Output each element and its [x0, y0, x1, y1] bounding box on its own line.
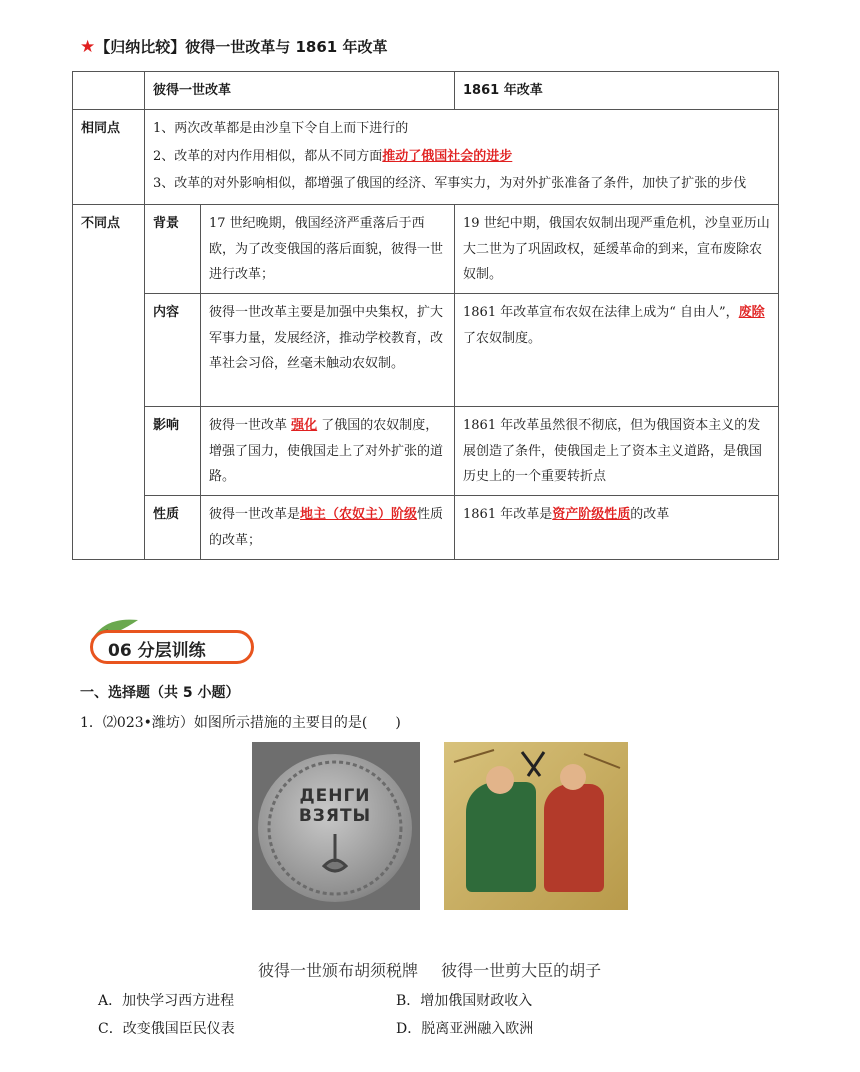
header-1861: 1861 年改革: [455, 72, 779, 110]
coin-emblem-icon: [258, 754, 412, 902]
banner-text: 06 分层训练: [108, 641, 206, 661]
table-row-same: [73, 110, 779, 205]
table-row-content: [73, 294, 779, 407]
section-title: 一、选择题（共 5 小题）: [80, 685, 240, 701]
option-d[interactable]: D．脱离亚洲融入欧洲: [396, 1021, 534, 1037]
beard-cutting-painting-image: [444, 742, 628, 910]
content-1861: 1861 年改革宣布农奴在法律上成为“ 自由人”，废除了农奴制度。: [455, 294, 779, 407]
coin-lettering: ДЕНГИ ВЗЯТЫ: [298, 786, 372, 827]
label-nature: 性质: [145, 496, 201, 560]
star-icon: ★: [80, 37, 96, 57]
section-banner: [78, 614, 258, 670]
beard-tax-token-image: [252, 742, 420, 910]
same-point-1: 1、两次改革都是由沙皇下令自上而下进行的: [153, 121, 409, 137]
table-row-nature: [73, 496, 779, 560]
nature-peter: 彼得一世改革是地主（农奴主）阶级性质的改革；: [201, 496, 455, 560]
nature-1861: 1861 年改革是资产阶级性质的改革: [455, 496, 779, 560]
same-point-3: 3、改革的对外影响相似，都增强了俄国的经济、军事实力，为对外扩张准备了条件，加快了扩张的步伐: [153, 176, 747, 192]
option-c[interactable]: C．改变俄国臣民仪表: [98, 1021, 235, 1037]
impact-1861: 1861 年改革虽然很不彻底，但为俄国资本主义的发展创造了条件，使俄国走上了资本主义道路，是俄国历史上的一个重要转折点: [455, 407, 779, 496]
section-heading: [80, 36, 387, 57]
same-point-2: 2、改革的对内作用相似，都从不同方面推动了俄国社会的进步: [153, 148, 513, 164]
header-peter: 彼得一世改革: [145, 72, 455, 110]
option-a[interactable]: A．加快学习西方进程: [98, 993, 235, 1009]
question-1: 1．⑵023•潍坊）如图所示措施的主要目的是( ): [80, 715, 401, 731]
table-row-background: [73, 205, 779, 294]
impact-peter: 彼得一世改革 强化 了俄国的农奴制度，增强了国力，使俄国走上了对外扩张的道路。: [201, 407, 455, 496]
table-corner-cell: [73, 72, 145, 110]
same-points-cell: [145, 110, 779, 205]
table-row-impact: [73, 407, 779, 496]
option-b[interactable]: B．增加俄国财政收入: [396, 993, 533, 1009]
content-peter: 彼得一世改革主要是加强中央集权，扩大军事力量，发展经济，推动学校教育，改革社会习俗，丝毫未触动农奴制。: [201, 294, 455, 407]
scissors-icon: [444, 742, 628, 910]
heading-text: 【归纳比较】彼得一世改革与 1861 年改革: [95, 38, 388, 56]
table-header-row: [73, 72, 779, 110]
label-background: 背景: [145, 205, 201, 294]
comparison-table: [72, 71, 779, 560]
row-label-same: 相同点: [73, 110, 145, 205]
row-label-diff: 不同点: [73, 205, 145, 560]
background-peter: 17 世纪晚期，俄国经济严重落后于西欧，为了改变俄国的落后面貌，彼得一世进行改革；: [201, 205, 455, 294]
figure-caption: 彼得一世颁布胡须税牌 彼得一世剪大臣的胡子: [258, 961, 602, 980]
label-impact: 影响: [145, 407, 201, 496]
label-content: 内容: [145, 294, 201, 407]
background-1861: 19 世纪中期，俄国农奴制出现严重危机，沙皇亚历山大二世为了巩固政权，延缓革命的到来，宣布废除农奴制。: [455, 205, 779, 294]
